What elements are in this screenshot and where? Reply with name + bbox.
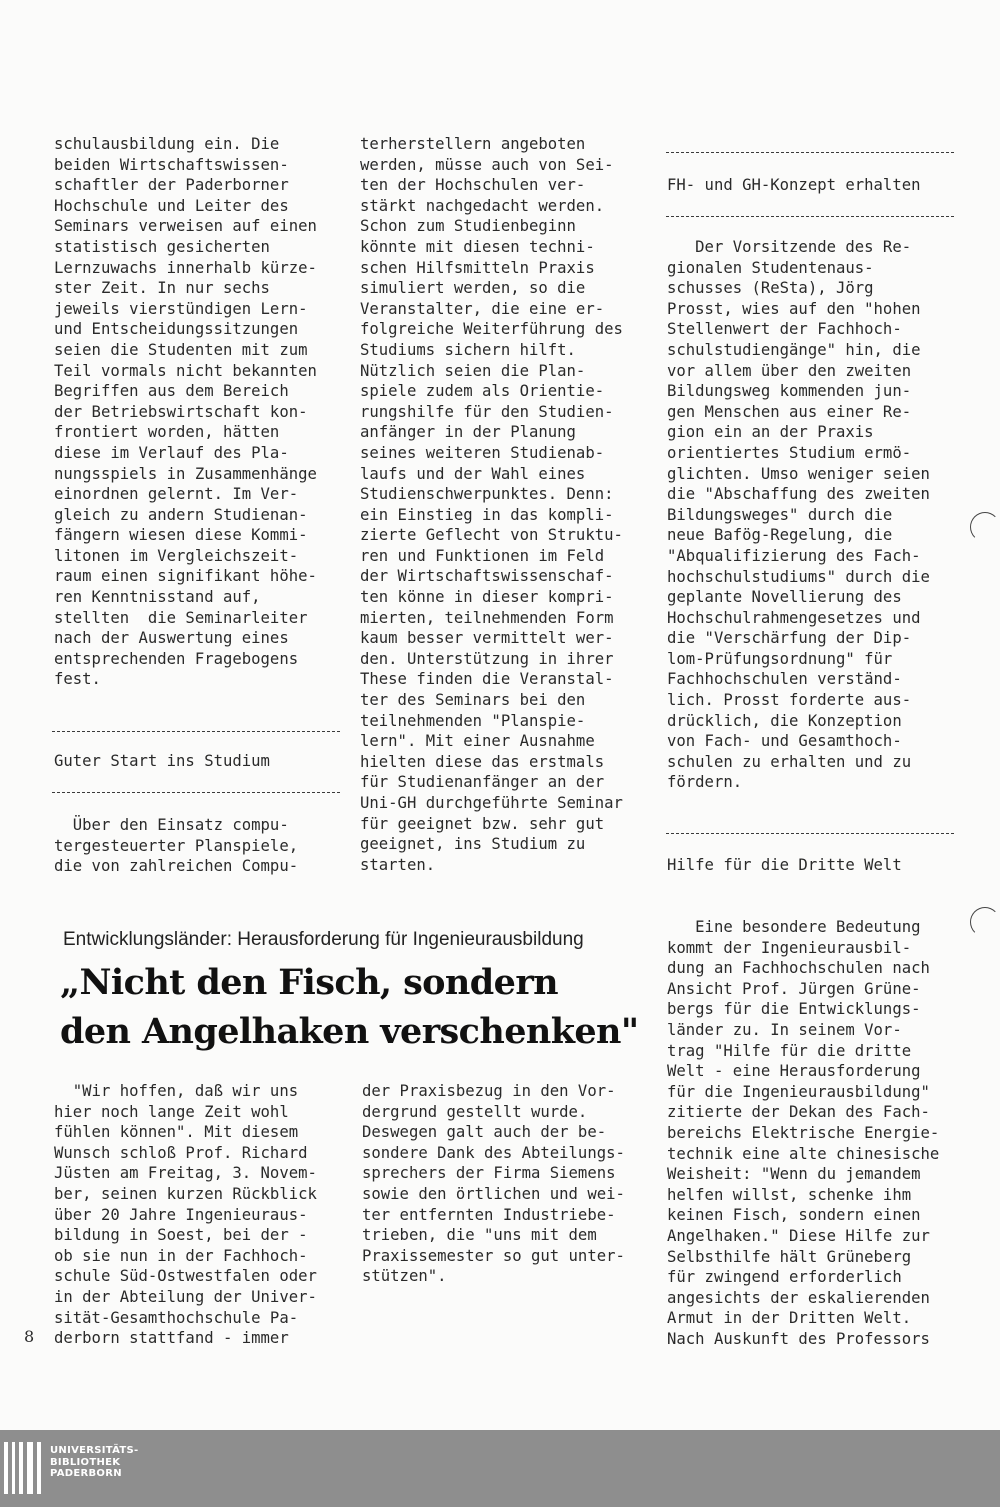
text-line: für zwingend erforderlich <box>667 1268 902 1287</box>
text-line: sowie den örtlichen und wei- <box>362 1184 625 1203</box>
text-line: kommt der Ingenieurausbil- <box>667 938 912 957</box>
text-line: neue Bafög-Regelung, die <box>667 526 893 545</box>
text-line: gen Menschen aus einer Re- <box>667 402 912 421</box>
text-line: Teil vormals nicht bekannten <box>54 361 317 380</box>
text-line: dung an Fachhochschulen nach <box>667 959 930 978</box>
text-line: bergs für die Entwicklungs- <box>667 1000 921 1019</box>
text-line: Hochschulrahmengesetzes und <box>667 608 921 627</box>
text-line: länder zu. In seinem Vor- <box>667 1020 902 1039</box>
text-line: Seminars verweisen auf einen <box>54 217 317 236</box>
text-line: dergrund gestellt wurde. <box>362 1102 588 1121</box>
text-line: hochschulstudiums" durch die <box>667 567 930 586</box>
article2-column1 <box>54 1081 317 1349</box>
text-line: geplante Novellierung des <box>667 588 902 607</box>
text-line: UNIVERSITÄTS- <box>50 1445 139 1456</box>
text-line: fängern wiesen diese Kommi- <box>54 526 308 545</box>
article1-column3 <box>667 237 930 793</box>
page-number: 8 <box>24 1327 35 1346</box>
text-line: angesichts der eskalierenden <box>667 1288 930 1307</box>
text-line: jeweils vierstündigen Lern- <box>54 299 308 318</box>
text-line: Lernzuwachs innerhalb kürze- <box>54 258 317 277</box>
text-line: Deswegen galt auch der be- <box>362 1123 607 1142</box>
text-line: Studiums sichern hilft. <box>360 340 576 359</box>
text-line: technik eine alte chinesische <box>667 1144 940 1163</box>
text-line: terherstellern angeboten <box>360 135 586 153</box>
text-line: der Praxisbezug in den Vor- <box>362 1082 616 1100</box>
text-line: teilnehmenden "Planspie- <box>360 711 586 730</box>
text-line: Veranstalter, die eine er- <box>360 299 605 318</box>
text-line: kaum besser vermittelt wer- <box>360 629 614 648</box>
text-line: ter entfernten Industriebe- <box>362 1205 616 1224</box>
text-line: werden, müsse auch von Sei- <box>360 155 614 174</box>
text-line: trieben, die "uns mit dem <box>362 1226 597 1245</box>
text-line: Selbsthilfe hält Grüneberg <box>667 1247 912 1266</box>
section-divider <box>52 731 340 732</box>
text-line: "Abqualifizierung des Fach- <box>667 546 921 565</box>
text-line: Ansicht Prof. Jürgen Grüne- <box>667 979 921 998</box>
text-line: glichten. Umso weniger seien <box>667 464 930 483</box>
text-line: PADERBORN <box>50 1468 122 1479</box>
text-line: könnte mit diesen techni- <box>360 237 595 256</box>
text-line: gion ein an der Praxis <box>667 423 874 442</box>
text-line: derborn stattfand - immer <box>54 1329 289 1348</box>
text-line: lich. Prosst forderte aus- <box>667 691 912 710</box>
text-line: fühlen können". Mit diesem <box>54 1123 299 1142</box>
section-divider <box>52 792 340 793</box>
punch-hole-mark <box>970 512 1000 542</box>
text-line: Eine besondere Bedeutung <box>667 918 921 936</box>
text-line: die von zahlreichen Compu- <box>54 857 299 876</box>
text-line: Wunsch schloß Prof. Richard <box>54 1143 308 1162</box>
text-line: starten. <box>360 855 436 874</box>
text-line: Bildungsweges" durch die <box>667 505 893 524</box>
text-line: schulausbildung ein. Die <box>54 135 280 153</box>
text-line: Armut in der Dritten Welt. <box>667 1309 912 1328</box>
text-line: einordnen gelernt. Im Ver- <box>54 485 299 504</box>
text-line: mierten, teilnehmenden Form <box>360 608 614 627</box>
text-line: schulstudiengänge" hin, die <box>667 340 921 359</box>
text-line: ren und Funktionen im Feld <box>360 546 605 565</box>
text-line: helfen willst, schenke ihm <box>667 1185 912 1204</box>
text-line: "Wir hoffen, daß wir uns <box>54 1082 299 1100</box>
text-line: rungshilfe für den Studien- <box>360 402 614 421</box>
text-line: statistisch gesicherten <box>54 237 270 256</box>
text-line: Nützlich seien die Plan- <box>360 361 586 380</box>
article1-column1 <box>54 134 317 690</box>
text-line: schen Hilfsmitteln Praxis <box>360 258 595 277</box>
text-line: tergesteuerter Planspiele, <box>54 836 299 855</box>
text-line: „Nicht den Fisch, sondern <box>60 962 559 1003</box>
text-line: ein Einstieg in das kompli- <box>360 505 614 524</box>
text-line: Über den Einsatz compu- <box>54 816 289 834</box>
text-line: sität-Gesamthochschule Pa- <box>54 1308 299 1327</box>
text-line: litonen im Vergleichszeit- <box>54 546 299 565</box>
text-line: Uni-GH durchgeführte Seminar <box>360 794 623 812</box>
section-divider <box>666 216 954 217</box>
text-line: der Wirtschaftswissenschaf- <box>360 567 614 586</box>
text-line: für die Ingenieurausbildung" <box>667 1082 930 1101</box>
text-line: schule Süd-Ostwestfalen oder <box>54 1267 317 1286</box>
text-line: ren Kenntnisstand auf, <box>54 588 261 607</box>
text-line: beiden Wirtschaftswissen- <box>54 155 289 174</box>
section-divider <box>666 152 954 153</box>
text-line: für geeignet bzw. sehr gut <box>360 814 605 833</box>
text-line: zierte Geflecht von Struktu- <box>360 526 623 545</box>
text-line: gleich zu andern Studienan- <box>54 505 308 524</box>
article1-column3-continued <box>667 917 939 1349</box>
text-line: spiele zudem als Orientie- <box>360 382 605 401</box>
text-line: seines weiteren Studienab- <box>360 443 605 462</box>
text-line: Weisheit: "Wenn du jemandem <box>667 1165 921 1184</box>
text-line: der Betriebswirtschaft kon- <box>54 402 308 421</box>
library-logo-mark <box>4 1442 41 1494</box>
text-line: Prosst, wies auf den "hohen <box>667 299 921 318</box>
text-line: sondere Dank des Abteilungs- <box>362 1143 625 1162</box>
text-line: entsprechenden Fragebogens <box>54 649 299 668</box>
text-line: ter des Seminars bei den <box>360 691 586 710</box>
text-line: fest. <box>54 670 101 689</box>
text-line: stützen". <box>362 1267 447 1286</box>
text-line: Hochschule und Leiter des <box>54 196 289 215</box>
text-line: den Angelhaken verschenken" <box>60 1011 639 1052</box>
article2-headline <box>60 958 639 1056</box>
text-line: schaftler der Paderborner <box>54 176 289 195</box>
text-line: seien die Studenten mit zum <box>54 340 308 359</box>
text-line: Schon zum Studienbeginn <box>360 217 576 236</box>
text-line: Jüsten am Freitag, 3. Novem- <box>54 1164 317 1183</box>
text-line: nungsspiels in Zusammenhänge <box>54 464 317 483</box>
text-line: orientiertes Studium ermö- <box>667 443 912 462</box>
text-line: Der Vorsitzende des Re- <box>667 238 912 256</box>
text-line: Begriffen aus dem Bereich <box>54 382 289 401</box>
library-footer-bar <box>0 1430 1000 1507</box>
article2-kicker: Entwicklungsländer: Herausforderung für Ingenieurausbildung <box>63 929 584 950</box>
text-line: raum einen signifikant höhe- <box>54 567 317 586</box>
text-line: stärkt nachgedacht werden. <box>360 196 605 215</box>
subheading-hilfe-dritte-welt: Hilfe für die Dritte Welt <box>667 856 902 874</box>
text-line: lom-Prüfungsordnung" für <box>667 649 893 668</box>
text-line: BIBLIOTHEK <box>50 1456 121 1468</box>
text-line: ten könne in dieser kompri- <box>360 588 614 607</box>
article1-column2 <box>360 134 623 875</box>
text-line: von Fach- und Gesamthoch- <box>667 732 902 751</box>
text-line: bildung in Soest, bei der - <box>54 1226 308 1245</box>
text-line: lern". Mit einer Ausnahme <box>360 732 595 751</box>
text-line: über 20 Jahre Ingenieuraus- <box>54 1205 308 1224</box>
text-line: frontiert worden, hätten <box>54 423 280 442</box>
text-line: ber, seinen kurzen Rückblick <box>54 1184 317 1203</box>
text-line: Bildungsweg kommenden jun- <box>667 382 912 401</box>
text-line: drücklich, die Konzeption <box>667 711 902 730</box>
text-line: trag "Hilfe für die dritte <box>667 1041 912 1060</box>
text-line: These finden die Veranstal- <box>360 670 614 689</box>
text-line: ster Zeit. In nur sechs <box>54 279 270 298</box>
text-line: Welt - eine Herausforderung <box>667 1062 921 1081</box>
text-line: Angelhaken." Diese Hilfe zur <box>667 1226 930 1245</box>
text-line: simuliert werden, so die <box>360 279 586 298</box>
text-line: vor allem über den zweiten <box>667 361 912 380</box>
text-line: sprechers der Firma Siemens <box>362 1164 616 1183</box>
text-line: Fachhochschulen verständ- <box>667 670 902 689</box>
text-line: geeignet, ins Studium zu <box>360 835 586 854</box>
text-line: die "Abschaffung des zweiten <box>667 485 930 504</box>
text-line: keinen Fisch, sondern einen <box>667 1206 921 1225</box>
text-line: hier noch lange Zeit wohl <box>54 1102 289 1121</box>
text-line: den. Unterstützung in ihrer <box>360 649 614 668</box>
text-line: gionalen Studentenaus- <box>667 258 874 277</box>
subheading-fh-gh-konzept: FH- und GH-Konzept erhalten <box>667 176 921 194</box>
article1-column1-continued <box>54 815 298 877</box>
text-line: stellten die Seminarleiter <box>54 608 308 627</box>
text-line: diese im Verlauf des Pla- <box>54 443 289 462</box>
text-line: und Entscheidungssitzungen <box>54 320 299 339</box>
text-line: Stellenwert der Fachhoch- <box>667 320 902 339</box>
text-line: Praxissemester so gut unter- <box>362 1246 625 1265</box>
text-line: hielten diese das erstmals <box>360 752 605 771</box>
text-line: nach der Auswertung eines <box>54 629 289 648</box>
text-line: Nach Auskunft des Professors <box>667 1329 930 1348</box>
subheading-guter-start: Guter Start ins Studium <box>54 752 270 770</box>
text-line: schulen zu erhalten und zu <box>667 752 912 771</box>
text-line: zitierte der Dekan des Fach- <box>667 1103 930 1122</box>
text-line: fördern. <box>667 773 743 792</box>
text-line: in der Abteilung der Univer- <box>54 1287 317 1306</box>
article2-column2 <box>362 1081 625 1287</box>
text-line: schusses (ReSta), Jörg <box>667 279 874 298</box>
text-line: die "Verschärfung der Dip- <box>667 629 912 648</box>
text-line: laufs und der Wahl eines <box>360 464 586 483</box>
text-line: anfänger in der Planung <box>360 423 576 442</box>
text-line: folgreiche Weiterführung des <box>360 320 623 339</box>
section-divider <box>666 833 954 834</box>
text-line: ob sie nun in der Fachhoch- <box>54 1246 308 1265</box>
text-line: Studienschwerpunktes. Denn: <box>360 485 614 504</box>
text-line: bereichs Elektrische Energie- <box>667 1123 940 1142</box>
library-logo-text <box>50 1445 139 1480</box>
punch-hole-mark <box>970 907 1000 937</box>
text-line: ten der Hochschulen ver- <box>360 176 586 195</box>
text-line: für Studienanfänger an der <box>360 773 605 792</box>
